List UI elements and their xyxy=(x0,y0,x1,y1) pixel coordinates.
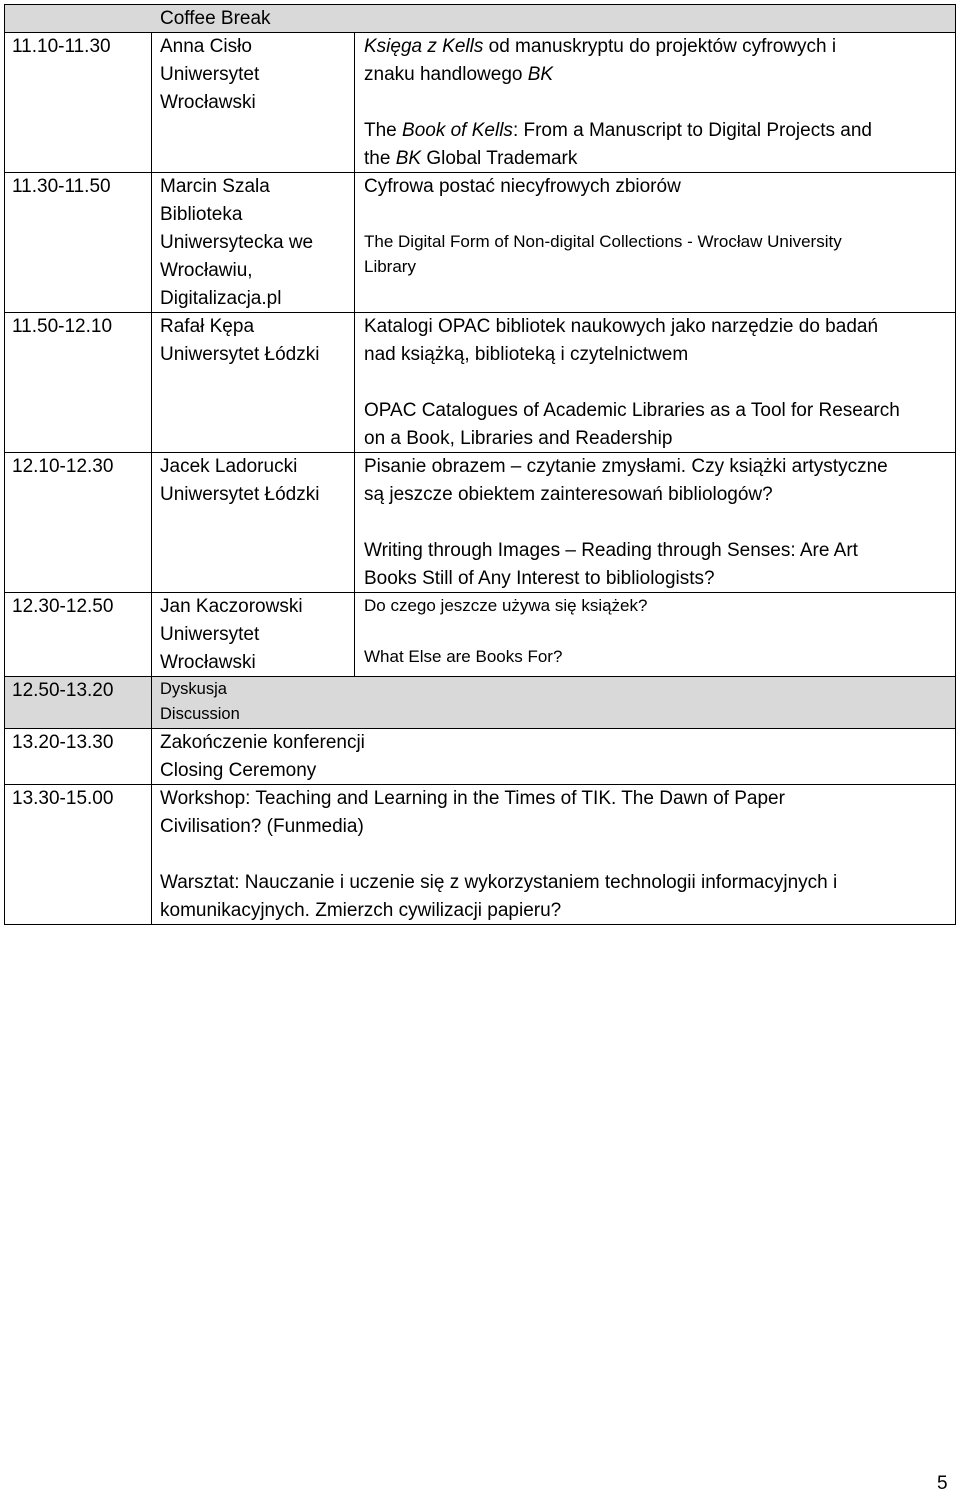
coffee-break-label: Coffee Break xyxy=(160,8,271,29)
session-time: 11.50-12.10 xyxy=(12,316,113,337)
speaker-affiliation: Wrocławski xyxy=(160,92,256,113)
closing-label-english: Closing Ceremony xyxy=(160,760,317,781)
talk-title-polish: Cyfrowa postać niecyfrowych zbiorów xyxy=(364,176,681,197)
session-time: 11.30-11.50 xyxy=(12,176,111,197)
coffee-break-shade xyxy=(4,4,956,32)
speaker-affiliation: Biblioteka xyxy=(160,204,243,225)
speaker-name: Jan Kaczorowski xyxy=(160,596,303,617)
page-number: 5 xyxy=(937,1473,948,1494)
talk-title-english: the BK Global Trademark xyxy=(364,148,578,169)
discussion-shade xyxy=(4,676,956,728)
session-time: 12.10-12.30 xyxy=(12,456,114,477)
session-time: 12.50-13.20 xyxy=(12,680,114,701)
speaker-name: Rafał Kępa xyxy=(160,316,255,337)
speaker-affiliation: Uniwersytet xyxy=(160,64,260,85)
talk-title-english: The Book of Kells: From a Manuscript to Digital Projects and xyxy=(364,120,872,141)
talk-title-polish: Do czego jeszcze używa się książek? xyxy=(364,596,648,615)
talk-title-english: Writing through Images – Reading through Senses: Are Art xyxy=(364,540,858,561)
speaker-affiliation: Wrocławiu, xyxy=(160,260,253,281)
workshop-title-english: Civilisation? (Funmedia) xyxy=(160,816,364,837)
speaker-affiliation: Uniwersytecka we xyxy=(160,232,314,253)
speaker-name: Anna Cisło xyxy=(160,36,252,57)
workshop-title-polish: Warsztat: Nauczanie i uczenie się z wykorzystaniem technologii informacyjnych i xyxy=(160,872,838,893)
session-time: 12.30-12.50 xyxy=(12,596,114,617)
talk-title-english: Books Still of Any Interest to bibliologists? xyxy=(364,568,715,589)
session-time: 13.20-13.30 xyxy=(12,732,114,753)
talk-title-english: The Digital Form of Non-digital Collections - Wrocław University xyxy=(364,232,842,251)
talk-title-english: Library xyxy=(364,257,416,276)
talk-title-polish: są jeszcze obiektem zainteresowań bibliologów? xyxy=(364,484,773,505)
discussion-label: Dyskusja xyxy=(160,680,227,698)
speaker-affiliation: Uniwersytet Łódzki xyxy=(160,344,320,365)
talk-title-english: on a Book, Libraries and Readership xyxy=(364,428,673,449)
talk-title-polish: Księga z Kells od manuskryptu do projektów cyfrowych i xyxy=(364,36,837,57)
talk-title-polish: Pisanie obrazem – czytanie zmysłami. Czy książki artystyczne xyxy=(364,456,888,477)
speaker-affiliation: Uniwersytet xyxy=(160,624,260,645)
talk-title-english: What Else are Books For? xyxy=(364,647,563,666)
talk-title-polish: nad książką, biblioteką i czytelnictwem xyxy=(364,344,689,365)
talk-title-polish: Katalogi OPAC bibliotek naukowych jako narzędzie do badań xyxy=(364,316,879,337)
discussion-label-english: Discussion xyxy=(160,705,240,723)
speaker-affiliation: Wrocławski xyxy=(160,652,256,673)
speaker-affiliation: Uniwersytet Łódzki xyxy=(160,484,320,505)
talk-title-english: OPAC Catalogues of Academic Libraries as a Tool for Research xyxy=(364,400,900,421)
workshop-title-english: Workshop: Teaching and Learning in the Times of TIK. The Dawn of Paper xyxy=(160,788,785,809)
speaker-name: Marcin Szala xyxy=(160,176,270,197)
speaker-affiliation: Digitalizacja.pl xyxy=(160,288,282,309)
speaker-name: Jacek Ladorucki xyxy=(160,456,298,477)
workshop-title-polish: komunikacyjnych. Zmierzch cywilizacji papieru? xyxy=(160,900,562,921)
talk-title-polish: znaku handlowego BK xyxy=(364,64,554,85)
session-time: 13.30-15.00 xyxy=(12,788,114,809)
session-time: 11.10-11.30 xyxy=(12,36,111,57)
closing-label: Zakończenie konferencji xyxy=(160,732,365,753)
